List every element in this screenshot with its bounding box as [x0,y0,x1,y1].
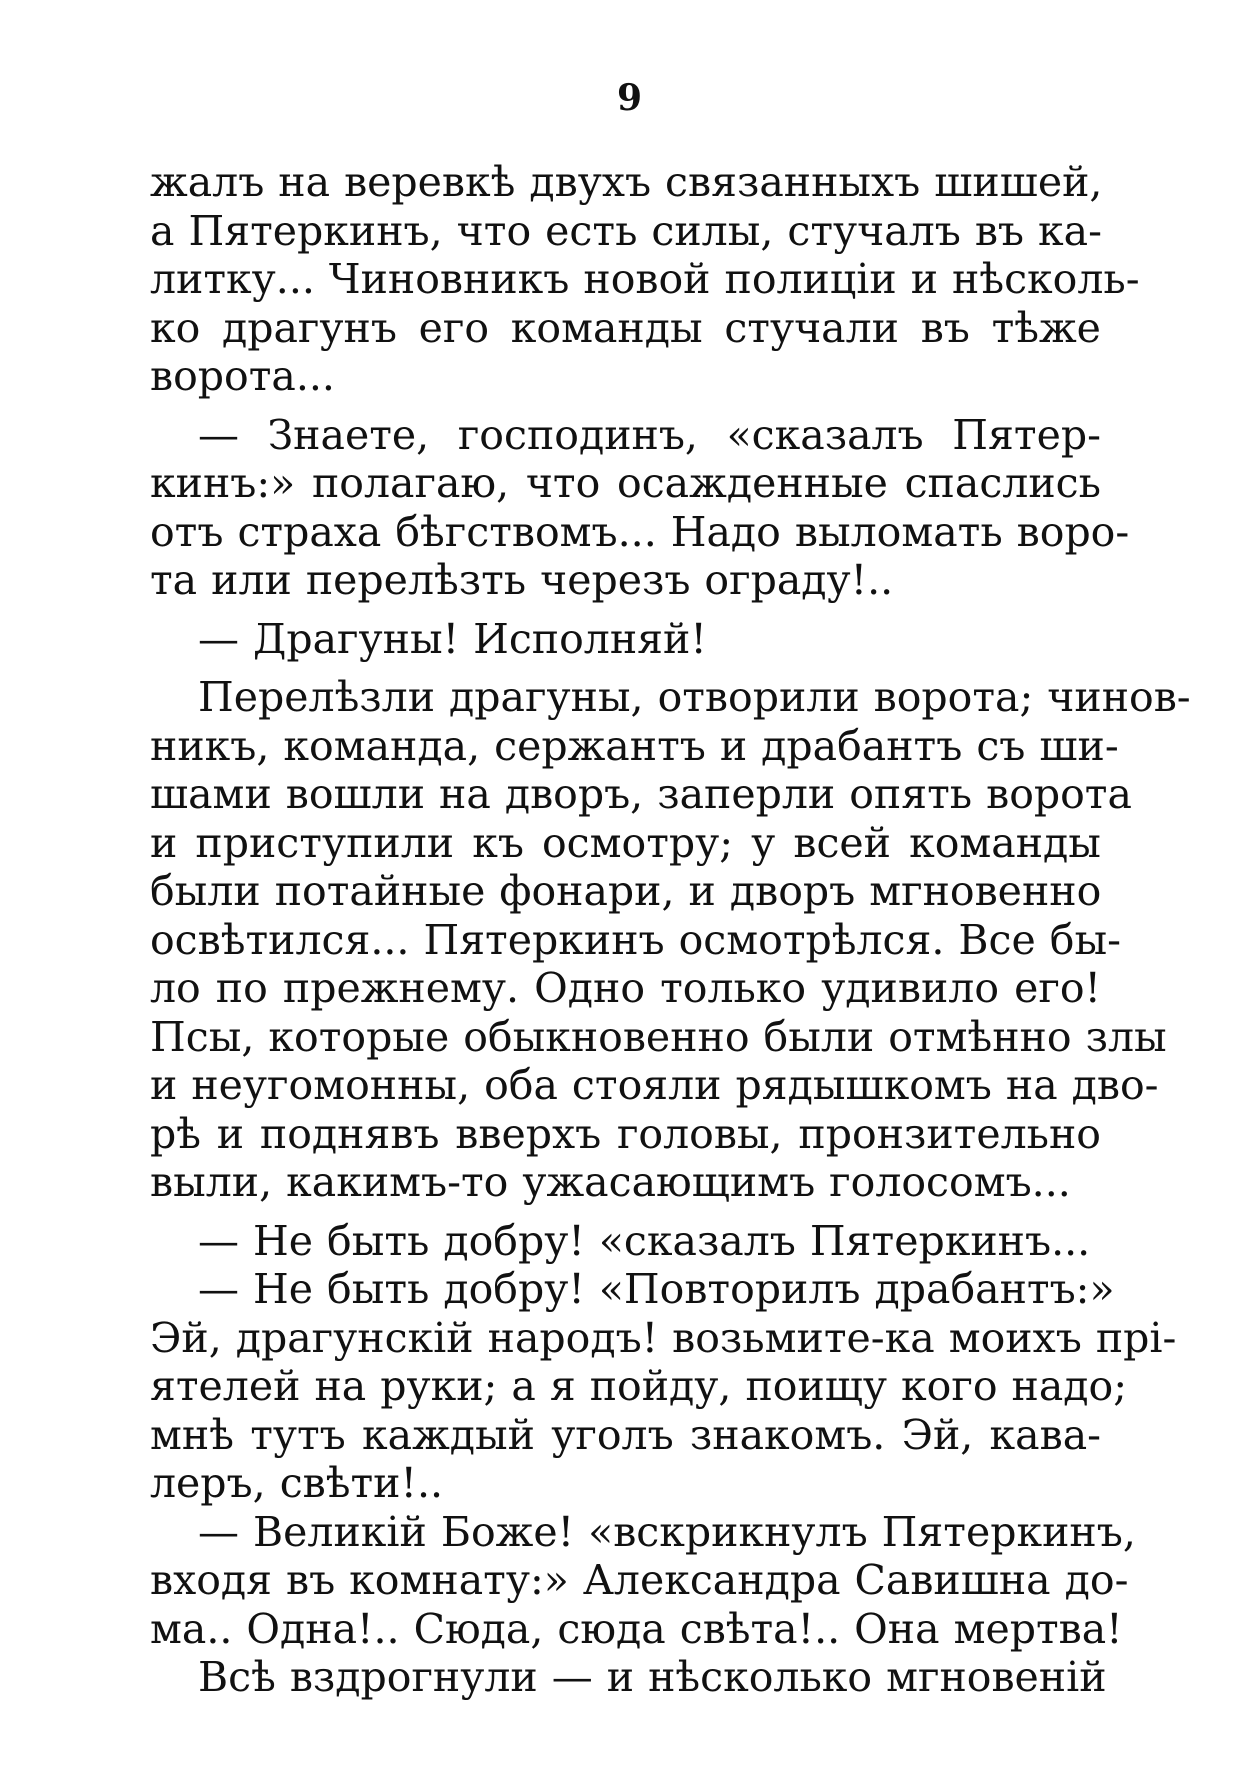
word: только [660,964,807,1012]
word: добру! [443,1265,585,1313]
text-line [150,1265,1115,1314]
word: «сказалъ [726,410,924,459]
word: ка- [1038,206,1102,255]
word: — [198,410,239,459]
word: пронзительно [798,1109,1101,1158]
word: команды [510,303,703,352]
text-line [150,1012,1167,1062]
word: поищу [745,1362,888,1410]
word: на [314,1362,367,1410]
word: стояли [571,1061,722,1109]
body-text [150,158,1191,1702]
word: голосомъ... [829,1158,1071,1206]
word: стучали [724,303,900,352]
word: драгунскій [235,1313,474,1362]
text-line [150,1411,1115,1460]
word: Пятеркинъ, [881,1507,1136,1556]
word: чинов- [1047,673,1191,721]
word: руки; [380,1362,498,1410]
word: кого [901,1362,998,1410]
word: и [216,1109,245,1158]
text-line [150,1110,1115,1159]
word: Эй, [150,1313,222,1362]
word: и [910,255,939,303]
text-line [150,867,1115,916]
word: свѣта!.. [679,1604,841,1653]
word: каждый [362,1410,535,1459]
word: полиціи [724,255,897,303]
word: къ [472,818,524,867]
word: Сюда, [413,1604,544,1653]
word: тутъ [250,1410,346,1459]
word: Все [958,915,1036,964]
word: стучалъ [787,206,961,255]
word: и [606,1653,635,1701]
text-line [150,352,1115,401]
word: до- [1064,1556,1129,1604]
word: оба [484,1061,558,1109]
word: рѣ [150,1109,201,1158]
word: — [198,1216,239,1265]
word: есть [545,206,638,255]
page-number: 9 [616,77,643,119]
word: Драгуны! [253,614,460,663]
word: вверхъ [455,1109,602,1158]
word: господинъ, [457,410,698,459]
word: свѣти!.. [279,1459,444,1507]
word: ятелей [150,1362,301,1410]
word: осмотрѣлся. [678,915,945,964]
word: ло [150,964,201,1012]
word: какимъ-то [286,1158,509,1206]
word: Знаете, [267,410,430,459]
word: на [439,770,491,818]
text-line [150,1362,1128,1411]
word: и [150,1061,178,1109]
word: отъ [150,507,224,556]
word: «Повторилъ [598,1265,861,1313]
paragraph-gap [150,663,1115,673]
text-line [150,1653,1115,1702]
text-line [150,158,1115,207]
word: мнѣ [150,1410,234,1459]
word: Одно [534,964,646,1012]
word: связанныхъ [665,158,921,206]
word: Она [854,1604,940,1653]
word: удивило [821,964,1000,1012]
word: литку... [150,255,315,303]
word: быть [327,1265,430,1313]
word: выломать [794,507,1003,556]
word: жалъ [150,158,265,206]
word: поднявъ [259,1109,440,1158]
word: ворота [986,770,1132,818]
word: съ [976,721,1026,770]
text-line [150,1556,1129,1605]
word: «вскрикнулъ [588,1507,868,1556]
word: — [551,1653,593,1701]
word: бѣгствомъ... [395,507,657,556]
word: а [511,1362,536,1410]
text-line [150,304,1115,353]
word: и [688,867,716,915]
word: Савишна [854,1556,1051,1604]
text-line [150,673,1191,722]
word: мертва! [953,1604,1123,1653]
word: и [150,818,178,867]
word: команда, [283,721,481,770]
word: Исполняй! [473,614,707,663]
word: та [150,556,198,604]
word: страха [237,507,382,556]
text-line [150,1507,1136,1557]
word: кинъ:» [150,459,296,507]
word: потайные [274,867,486,915]
text-line [150,1459,1115,1508]
word: что [456,206,532,255]
text-line [150,721,1119,771]
word: воро- [1016,507,1130,556]
word: быть [327,1216,430,1265]
word: веревкѣ [344,158,516,206]
word: были [763,1012,875,1061]
word: Всѣ [198,1653,276,1701]
text-line [150,1313,1177,1363]
word: выли, [150,1158,273,1206]
word: моихъ [948,1313,1082,1362]
word: прежнему. [282,964,520,1012]
word: ограду!.. [704,556,894,604]
word: его! [1014,964,1101,1012]
word: драбантъ [761,721,963,770]
word: осмотру; [541,818,734,867]
word: Не [253,1265,314,1313]
word: что [525,459,601,507]
text-line [150,411,1115,460]
text-line [150,915,1121,965]
word: команды [909,818,1101,867]
word: рядышкомъ [735,1061,992,1109]
word: мгновенно [869,867,1102,915]
paragraph-gap [150,1207,1115,1217]
text-line [150,615,1115,664]
word: тѣже [991,303,1101,352]
word: въ [920,303,970,352]
word: въ [286,1556,336,1604]
text-line [150,770,1132,819]
word: Надо [670,507,781,556]
word: освѣтился... [150,915,410,964]
word: ужасающимъ [522,1158,816,1206]
word: новой [583,255,711,303]
word: дворъ, [504,770,644,818]
text-line [150,1604,1123,1654]
word: злы [1085,1012,1167,1061]
word: всей [793,818,891,867]
word: драбантъ:» [874,1265,1115,1313]
word: входя [150,1556,272,1604]
text-line [150,207,1115,256]
word: опять [849,770,973,818]
word: Чиновникъ [328,255,570,303]
word: отворили [657,673,860,721]
word: ко [150,303,201,352]
word: прі- [1095,1313,1177,1362]
word: осажденные [617,459,888,507]
word: ворота... [150,352,335,400]
paragraph-gap [150,401,1115,411]
word: Пятеркинъ, [188,206,443,255]
text-line [150,1217,1115,1266]
text-line [150,1158,1115,1207]
word: вздрогнули [289,1653,538,1701]
word: нѣсколько [648,1653,873,1701]
word: возьмите-ка [672,1313,935,1362]
word: которые [268,1012,450,1061]
word: обыкновенно [463,1012,750,1061]
text-line [150,819,1115,868]
word: сержантъ [494,721,706,770]
word: перелѣзть [305,556,527,604]
word: его [418,303,490,352]
word: полагаю, [311,459,510,507]
word: Александра [582,1556,841,1604]
word: дво- [1071,1061,1159,1109]
word: головы, [616,1109,783,1158]
word: Не [253,1216,314,1265]
word: а [150,206,175,255]
word: драгуны, [449,673,644,721]
word: кава- [989,1410,1101,1459]
word: комнату:» [349,1556,569,1604]
word: мгновеній [886,1653,1107,1701]
word: на [278,158,331,206]
text-line [150,1061,1159,1110]
word: сюда [557,1604,666,1653]
word: Великій [253,1507,427,1556]
word: я [549,1362,576,1410]
word: силы, [651,206,774,255]
word: — [198,614,239,663]
word: вошли [285,770,426,818]
word: «сказалъ [598,1216,796,1265]
text-line [150,964,1115,1013]
text-line [150,459,1115,508]
word: у [751,818,776,867]
word: шами [150,770,272,818]
word: отмѣнно [888,1012,1072,1061]
word: двухъ [529,158,652,206]
word: — [198,1507,239,1556]
text-line [150,255,1140,304]
word: Одна!.. [246,1604,400,1653]
word: пойду, [589,1362,732,1410]
word: знакомъ. [689,1410,886,1459]
word: добру! [443,1216,585,1265]
word: фонари, [499,867,675,915]
word: Боже! [440,1507,575,1556]
word: или [211,556,292,604]
word: спаслись [904,459,1101,507]
word: и [719,721,748,770]
word: по [215,964,268,1012]
word: ши- [1039,721,1119,770]
word: надо; [1011,1362,1128,1410]
word: — [198,1265,239,1313]
word: народъ! [487,1313,659,1362]
word: Перелѣзли [198,673,436,721]
word: дворъ [729,867,856,915]
word: драгунъ [222,303,397,352]
word: въ [974,206,1025,255]
word: бы- [1049,915,1121,964]
paragraph-gap [150,605,1115,615]
word: Псы, [150,1012,255,1061]
word: шишей, [934,158,1103,206]
word: неугомонны, [191,1061,471,1109]
word: Пятеркинъ [423,915,665,964]
word: приступили [195,818,455,867]
word: Пятер- [952,410,1101,459]
word: леръ, [150,1459,266,1507]
word: заперли [657,770,836,818]
word: были [150,867,261,915]
word: Эй, [901,1410,974,1459]
word: нѣсколь- [952,255,1140,303]
word: никъ, [150,721,270,770]
word: черезъ [540,556,691,604]
word: уголъ [551,1410,674,1459]
word: ма.. [150,1604,233,1653]
word: ворота; [873,673,1034,721]
word: Пятеркинъ... [809,1216,1091,1265]
word: на [1005,1061,1058,1109]
text-line [150,556,1115,605]
text-line [150,507,1130,557]
